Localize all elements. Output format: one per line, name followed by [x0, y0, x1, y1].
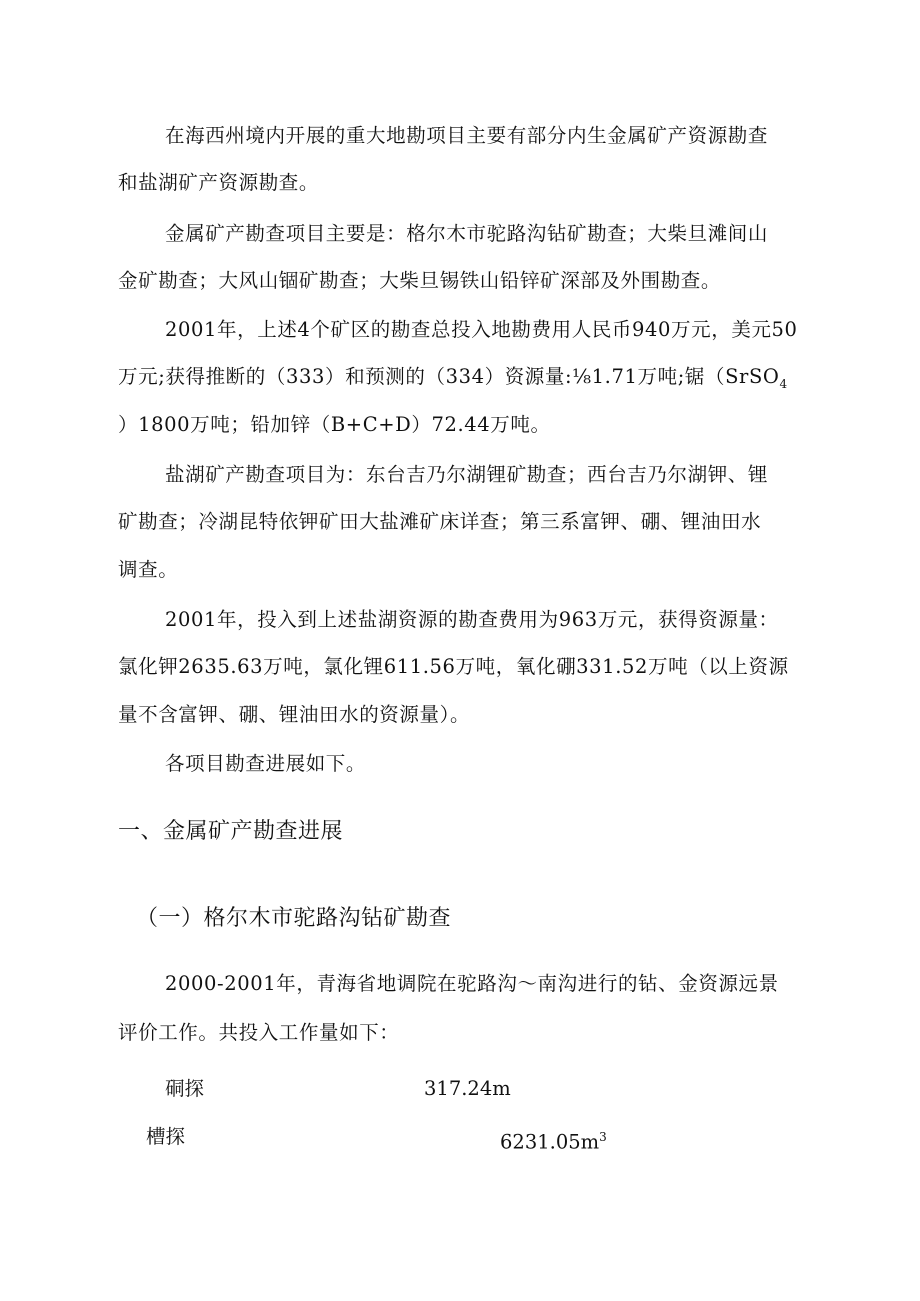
unit-superscript: 3	[599, 1130, 607, 1144]
paragraph-1-line-1: 在海西州境内开展的重大地勘项目主要有部分内生金属矿产资源勘查	[165, 124, 769, 147]
paragraph-6-line-1: 各项目勘查进展如下。	[165, 752, 367, 775]
paragraph-5-line-2: 氯化钾2635.63万吨，氯化锂611.56万吨，氧化硼331.52万吨（以上资源	[118, 655, 789, 678]
paragraph-4-line-2: 矿勘查；冷湖昆特依钾矿田大盐滩矿床详查；第三系富钾、硼、锂油田水	[118, 510, 762, 533]
paragraph-4-line-1: 盐湖矿产勘查项目为：东台吉乃尔湖锂矿勘查；西台吉乃尔湖钾、锂	[165, 463, 769, 486]
subsection-heading: （一）格尔木市驼路沟钻矿勘查	[136, 906, 452, 931]
section-heading: 一、金属矿产勘查进展	[118, 819, 344, 844]
paragraph-3-line-2-text: 万元;获得推断的（333）和预测的（334）资源量:⅛1.71万吨;锯（SrSO	[118, 365, 780, 388]
paragraph-3-line-2	[118, 365, 788, 396]
formula-subscript: 4	[779, 376, 788, 391]
paragraph-7-line-2: 评价工作。共投入工作量如下：	[118, 1021, 400, 1044]
paragraph-4-line-3: 调查。	[118, 558, 179, 581]
paragraph-7-line-1: 2000-2001年，青海省地调院在驼路沟～南沟进行的钻、金资源远景	[165, 972, 779, 995]
workload-label-adit: 硐探	[165, 1077, 205, 1100]
paragraph-5-line-3: 量不含富钾、硼、锂油田水的资源量）。	[118, 703, 471, 726]
paragraph-2-line-1: 金属矿产勘查项目主要是：格尔木市驼路沟钻矿勘查；大柴旦滩间山	[165, 222, 769, 245]
paragraph-5-line-1: 2001年，投入到上述盐湖资源的勘查费用为963万元，获得资源量：	[165, 608, 779, 631]
paragraph-2-line-2: 金矿勘查；大风山锢矿勘查；大柴旦锡铁山铅锌矿深部及外围勘查。	[118, 269, 722, 292]
paragraph-1-line-2: 和盐湖矿产资源勘查。	[118, 171, 320, 194]
workload-value-trench-text: 6231.05m	[500, 1130, 600, 1154]
workload-value-trench	[500, 1125, 607, 1155]
paragraph-3-line-1: 2001年，上述4个矿区的勘查总投入地勘费用人民币940万元，美元50	[165, 318, 798, 341]
paragraph-3-line-3: ）1800万吨；铅加锌（B+C+D）72.44万吨。	[118, 413, 551, 436]
workload-value-adit: 317.24m	[424, 1077, 511, 1100]
workload-label-trench: 槽探	[146, 1125, 186, 1148]
